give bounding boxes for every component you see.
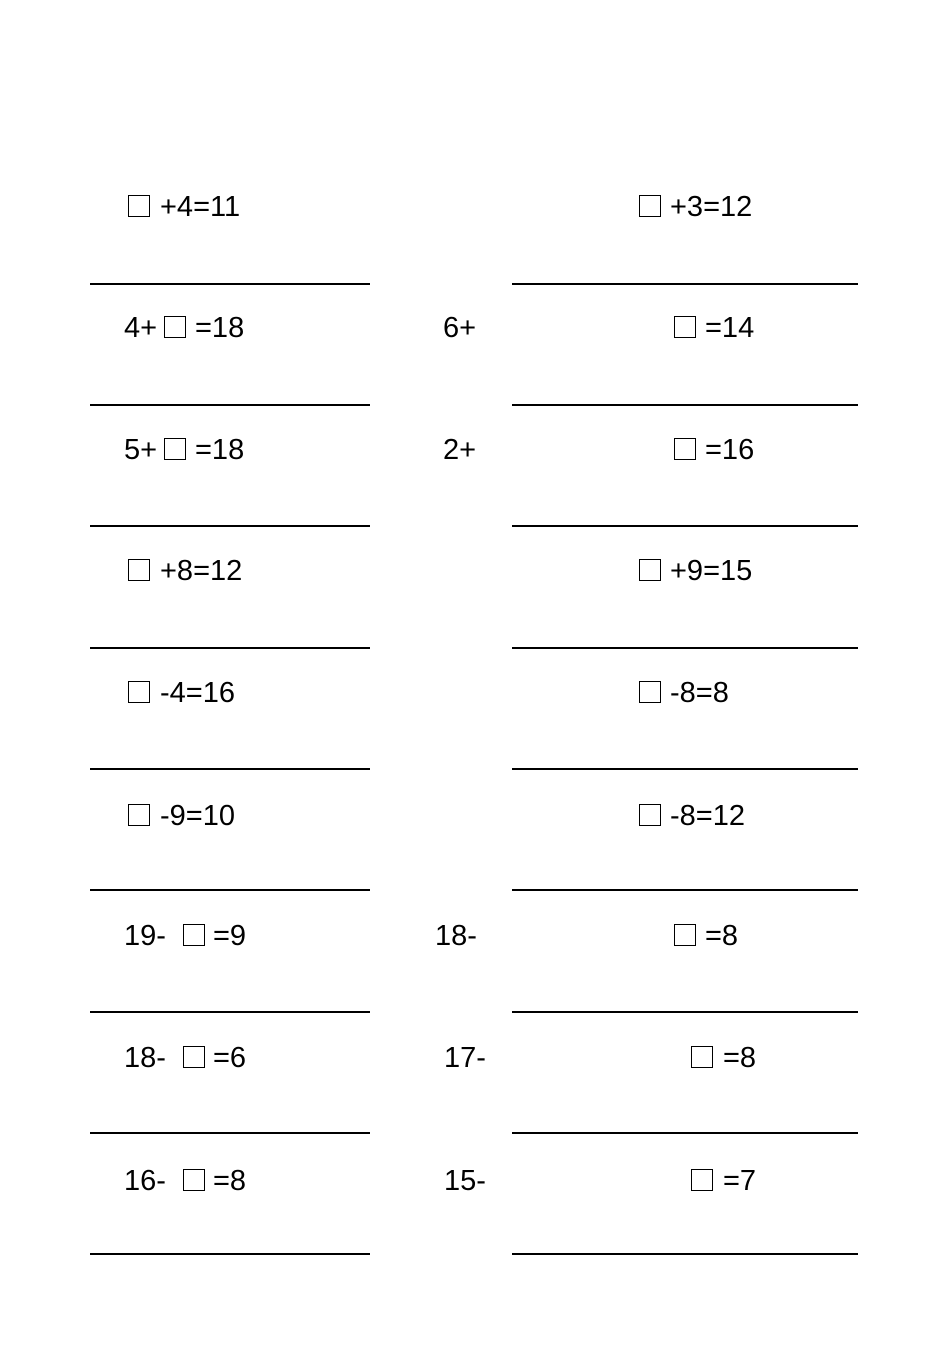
answer-box[interactable]	[639, 681, 661, 703]
equation-after: -4=16	[160, 677, 235, 709]
answer-box[interactable]	[674, 316, 696, 338]
equation-after: =14	[705, 312, 755, 344]
answer-box[interactable]	[639, 559, 661, 581]
writing-line	[512, 525, 858, 527]
answer-box[interactable]	[183, 1046, 205, 1068]
equation-after: =18	[195, 434, 245, 466]
equation-after: =6	[213, 1042, 247, 1074]
writing-line	[512, 1253, 858, 1255]
answer-box[interactable]	[128, 681, 150, 703]
answer-box[interactable]	[674, 924, 696, 946]
answer-box[interactable]	[674, 438, 696, 460]
equation-after: +8=12	[160, 555, 243, 587]
writing-line	[90, 525, 370, 527]
equation-after: =8	[723, 1042, 757, 1074]
writing-line	[512, 889, 858, 891]
equation-after: =8	[213, 1165, 247, 1197]
writing-line	[512, 283, 858, 285]
equation-after: =7	[723, 1165, 757, 1197]
answer-box[interactable]	[164, 438, 186, 460]
writing-line	[512, 647, 858, 649]
equation-after: -8=12	[670, 800, 745, 832]
equation-after: =16	[705, 434, 755, 466]
answer-box[interactable]	[128, 195, 150, 217]
answer-box[interactable]	[639, 195, 661, 217]
equation-before: 15-	[444, 1165, 486, 1197]
writing-line	[90, 647, 370, 649]
equation-after: =18	[195, 312, 245, 344]
writing-line	[90, 889, 370, 891]
answer-box[interactable]	[183, 1169, 205, 1191]
equation-before: 16-	[124, 1165, 166, 1197]
equation-after: =9	[213, 920, 247, 952]
equation-after: -9=10	[160, 800, 235, 832]
equation-before: 4+	[124, 312, 158, 344]
answer-box[interactable]	[128, 559, 150, 581]
writing-line	[90, 1253, 370, 1255]
equation-before: 6+	[443, 312, 477, 344]
writing-line	[512, 1132, 858, 1134]
answer-box[interactable]	[639, 804, 661, 826]
equation-before: 5+	[124, 434, 158, 466]
writing-line	[512, 768, 858, 770]
equation-before: 2+	[443, 434, 477, 466]
equation-after: +4=11	[160, 191, 241, 223]
answer-box[interactable]	[128, 804, 150, 826]
equation-before: 18-	[124, 1042, 166, 1074]
writing-line	[90, 1011, 370, 1013]
equation-after: +3=12	[670, 191, 753, 223]
answer-box[interactable]	[691, 1169, 713, 1191]
equation-after: +9=15	[670, 555, 753, 587]
writing-line	[90, 283, 370, 285]
answer-box[interactable]	[183, 924, 205, 946]
writing-line	[90, 768, 370, 770]
equation-before: 18-	[435, 920, 477, 952]
equation-after: -8=8	[670, 677, 729, 709]
writing-line	[512, 404, 858, 406]
writing-line	[512, 1011, 858, 1013]
equation-after: =8	[705, 920, 739, 952]
equation-before: 17-	[444, 1042, 486, 1074]
equation-before: 19-	[124, 920, 166, 952]
answer-box[interactable]	[164, 316, 186, 338]
writing-line	[90, 1132, 370, 1134]
writing-line	[90, 404, 370, 406]
answer-box[interactable]	[691, 1046, 713, 1068]
